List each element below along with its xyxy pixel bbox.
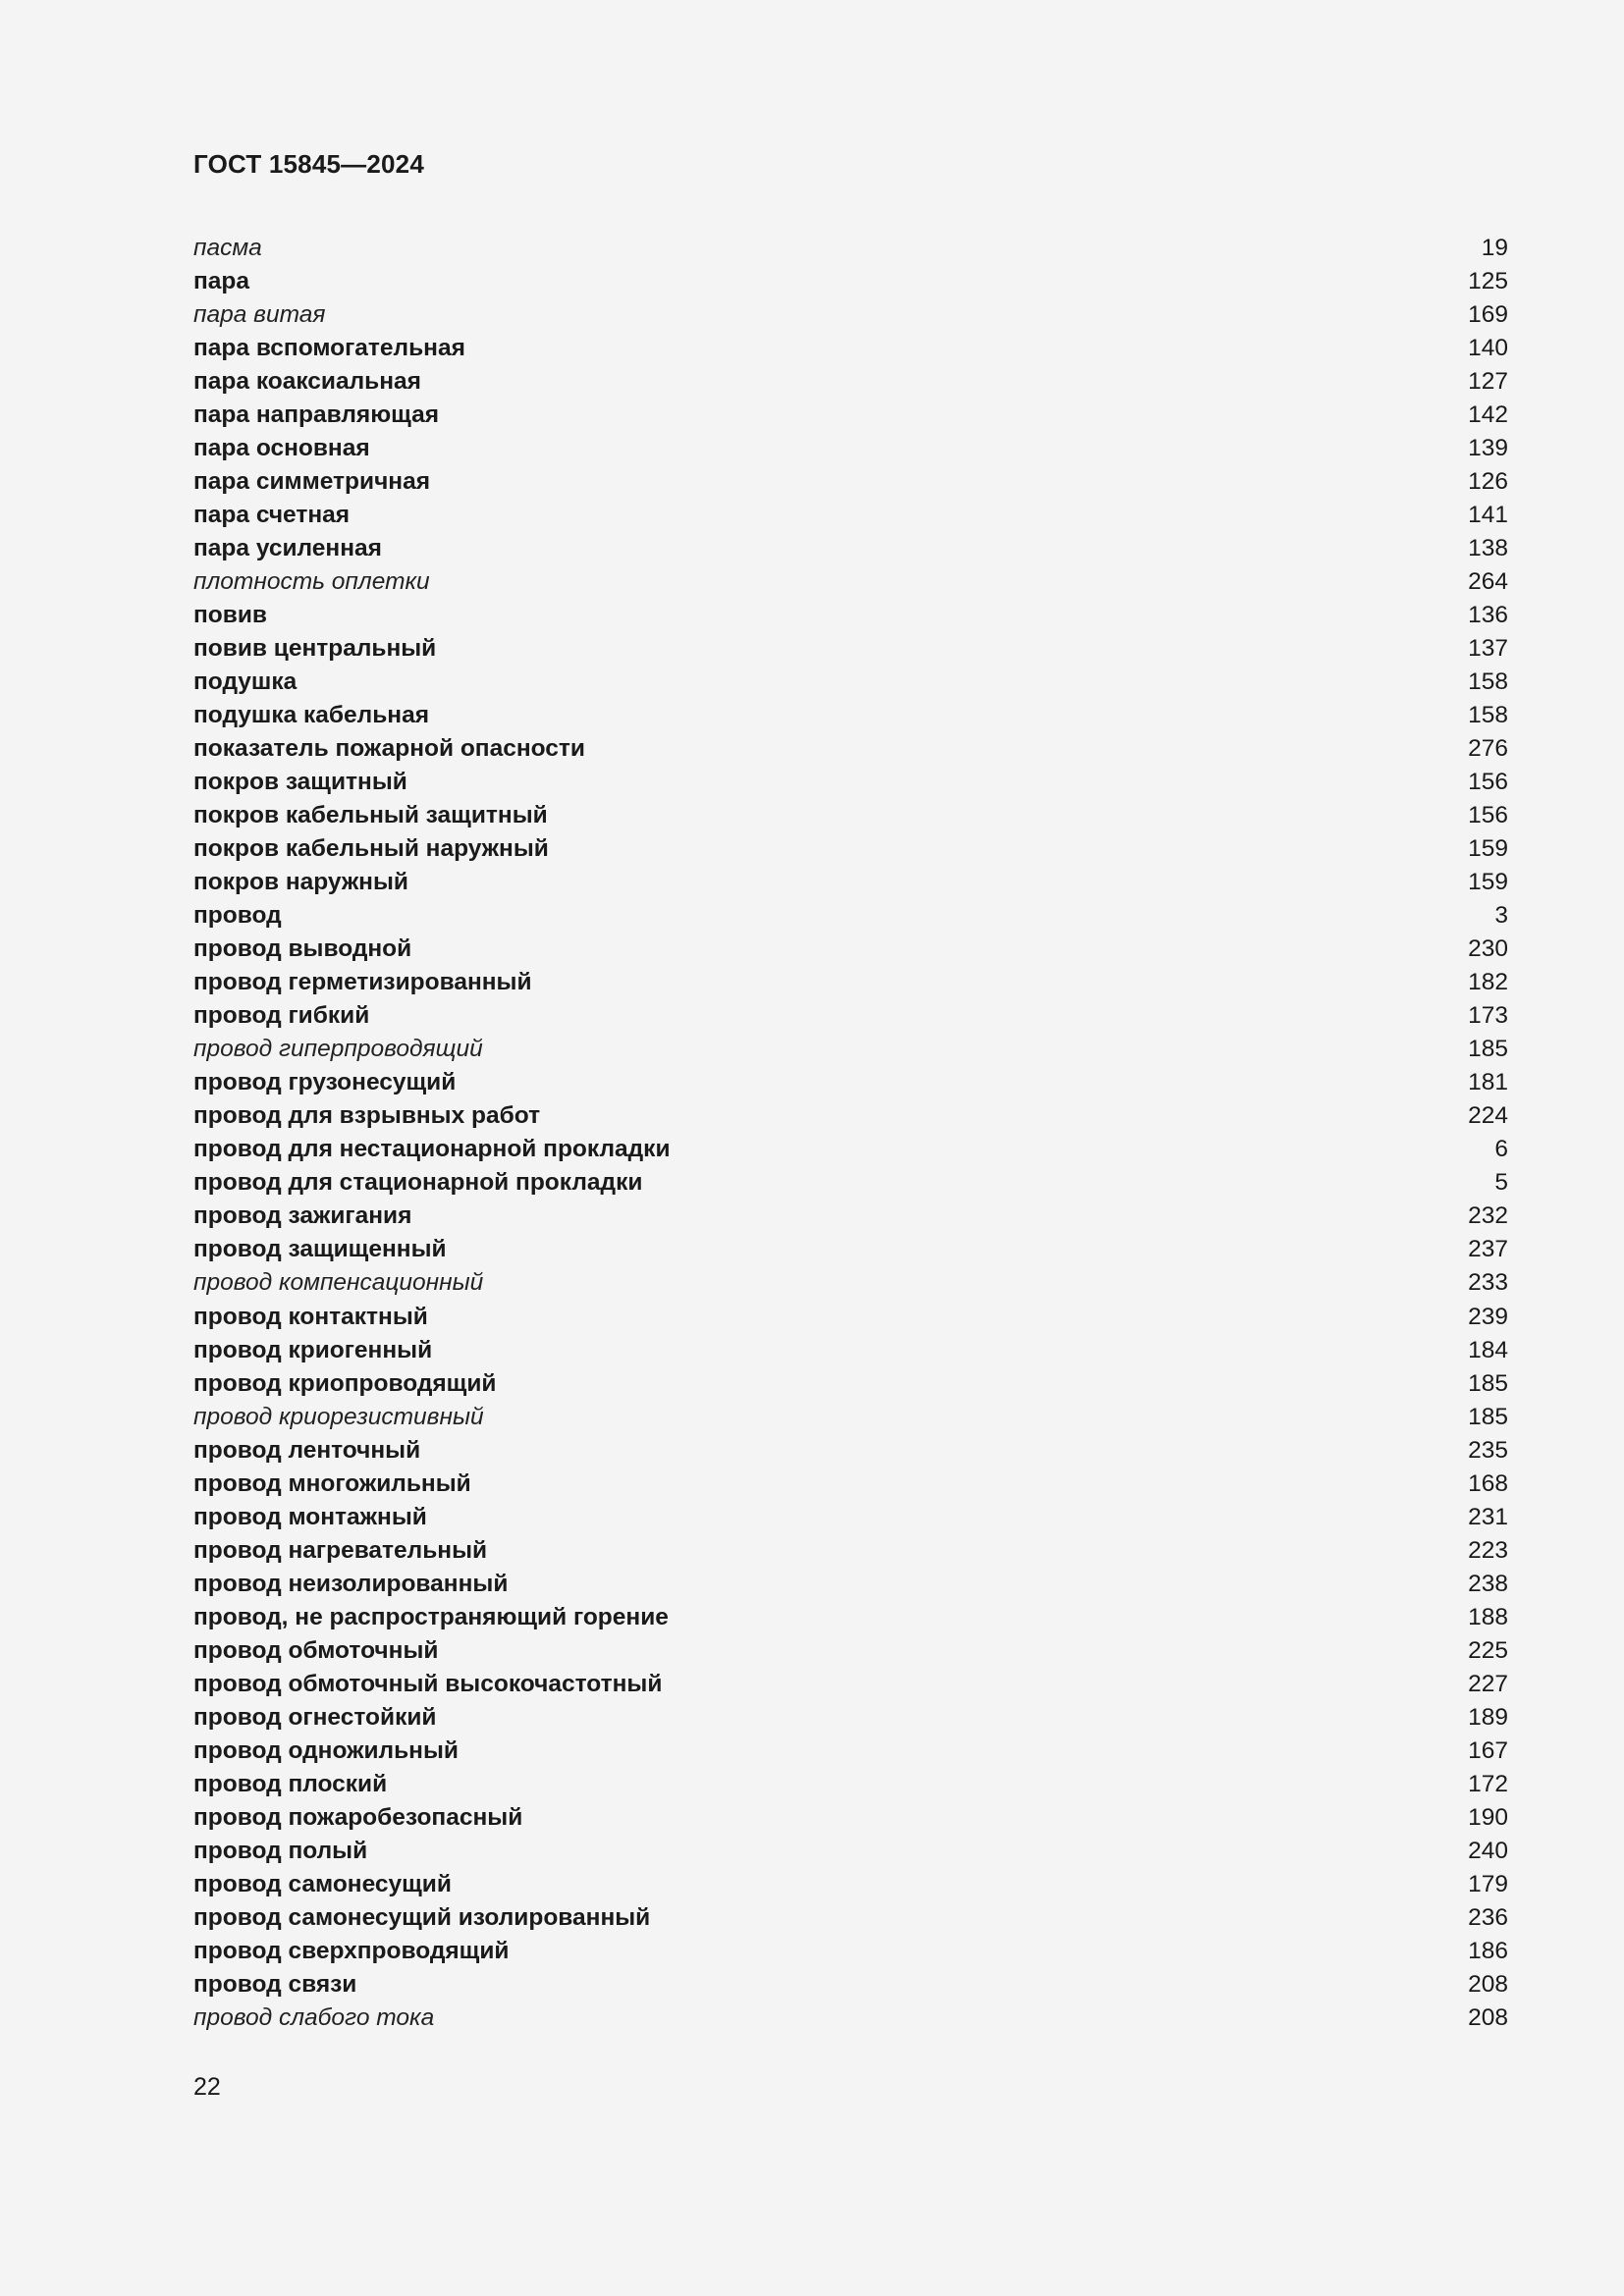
index-term-number: 227 bbox=[1468, 1670, 1508, 1697]
index-entry bbox=[193, 1468, 1508, 1501]
document-header: ГОСТ 15845—2024 bbox=[193, 149, 424, 179]
index-term: провод зажигания bbox=[193, 1202, 412, 1230]
index-entry bbox=[193, 365, 1508, 399]
index-term-number: 237 bbox=[1468, 1236, 1508, 1263]
index-term-number: 140 bbox=[1468, 335, 1508, 362]
index-term-number: 225 bbox=[1468, 1636, 1508, 1664]
index-term: пара вспомогательная bbox=[193, 335, 465, 362]
index-entry bbox=[193, 1768, 1508, 1801]
index-term-number: 208 bbox=[1468, 1970, 1508, 1998]
index-term: подушка bbox=[193, 668, 298, 696]
index-entry bbox=[193, 1367, 1508, 1401]
index-entry bbox=[193, 832, 1508, 866]
index-term: провод контактный bbox=[193, 1303, 428, 1330]
index-term: провод самонесущий bbox=[193, 1870, 452, 1897]
index-entry bbox=[193, 1334, 1508, 1367]
index-entry bbox=[193, 232, 1508, 265]
index-term: провод грузонесущий bbox=[193, 1069, 457, 1096]
index-term-number: 125 bbox=[1468, 268, 1508, 295]
index-term-number: 158 bbox=[1468, 668, 1508, 696]
index-term-number: 167 bbox=[1468, 1736, 1508, 1764]
index-entry bbox=[193, 1835, 1508, 1868]
index-entry bbox=[193, 1066, 1508, 1099]
index-term: провод плоский bbox=[193, 1770, 388, 1797]
index-term: покров наружный bbox=[193, 869, 408, 896]
index-term: провод защищенный bbox=[193, 1236, 447, 1263]
index-term-number: 264 bbox=[1468, 568, 1508, 596]
index-term-number: 189 bbox=[1468, 1703, 1508, 1731]
index-term-number: 137 bbox=[1468, 635, 1508, 663]
index-term: провод полый bbox=[193, 1837, 368, 1864]
index-term: провод связи bbox=[193, 1970, 357, 1998]
index-term: провод криогенный bbox=[193, 1336, 433, 1363]
index-entry bbox=[193, 1501, 1508, 1534]
index-term-number: 168 bbox=[1468, 1469, 1508, 1497]
index-term: пара симметричная bbox=[193, 468, 431, 496]
index-term-number: 233 bbox=[1468, 1269, 1508, 1297]
index-term-number: 156 bbox=[1468, 802, 1508, 829]
index-term: провод компенсационный bbox=[193, 1269, 484, 1297]
index-entry bbox=[193, 1901, 1508, 1935]
index-entry bbox=[193, 1668, 1508, 1701]
index-entry bbox=[193, 1033, 1508, 1066]
index-entry bbox=[193, 1601, 1508, 1634]
index-entry bbox=[193, 1701, 1508, 1735]
index-term: провод самонесущий изолированный bbox=[193, 1903, 651, 1931]
index-term-number: 185 bbox=[1468, 1036, 1508, 1063]
index-term-number: 208 bbox=[1468, 2003, 1508, 2031]
index-term-number: 231 bbox=[1468, 1503, 1508, 1530]
index-entry bbox=[193, 732, 1508, 766]
index-term-number: 172 bbox=[1468, 1770, 1508, 1797]
index-term-number: 184 bbox=[1468, 1336, 1508, 1363]
index-term-number: 3 bbox=[1494, 902, 1508, 930]
index-term: провод герметизированный bbox=[193, 969, 532, 996]
index-term-number: 127 bbox=[1468, 368, 1508, 396]
index-term-number: 185 bbox=[1468, 1369, 1508, 1397]
index-term: пасма bbox=[193, 235, 262, 261]
index-entry bbox=[193, 1534, 1508, 1568]
index-term-number: 223 bbox=[1468, 1536, 1508, 1564]
index-entry bbox=[193, 1801, 1508, 1835]
index-term-number: 139 bbox=[1468, 435, 1508, 462]
index-entry bbox=[193, 2002, 1508, 2035]
index-term-number: 239 bbox=[1468, 1303, 1508, 1330]
index-entry bbox=[193, 532, 1508, 565]
index-term-number: 5 bbox=[1494, 1169, 1508, 1197]
index-entry bbox=[193, 632, 1508, 666]
index-entry bbox=[193, 332, 1508, 365]
index-term: провод выводной bbox=[193, 935, 412, 963]
index-term-number: 182 bbox=[1468, 969, 1508, 996]
index-entry bbox=[193, 265, 1508, 298]
index-term: провод для нестационарной прокладки bbox=[193, 1136, 671, 1163]
page-number: 22 bbox=[193, 2073, 221, 2101]
index-entry bbox=[193, 1266, 1508, 1300]
index-entry bbox=[193, 966, 1508, 999]
index-term: провод криорезистивный bbox=[193, 1403, 484, 1430]
index-term: провод для взрывных работ bbox=[193, 1102, 541, 1130]
index-entry bbox=[193, 1935, 1508, 1968]
index-term: пара витая bbox=[193, 301, 326, 329]
index-term: провод монтажный bbox=[193, 1503, 427, 1530]
index-term-number: 238 bbox=[1468, 1570, 1508, 1597]
index-entry bbox=[193, 1166, 1508, 1200]
index-entry bbox=[193, 899, 1508, 933]
index-term-number: 232 bbox=[1468, 1202, 1508, 1230]
alphabetical-term-index bbox=[193, 232, 1508, 2035]
index-term: провод огнестойкий bbox=[193, 1703, 437, 1731]
index-entry bbox=[193, 399, 1508, 432]
index-term-number: 276 bbox=[1468, 735, 1508, 763]
index-term: провод обмоточный bbox=[193, 1636, 439, 1664]
index-term: повив bbox=[193, 602, 267, 629]
index-term-number: 236 bbox=[1468, 1903, 1508, 1931]
index-entry bbox=[193, 766, 1508, 799]
index-term-number: 240 bbox=[1468, 1837, 1508, 1864]
index-term: покров кабельный защитный bbox=[193, 802, 548, 829]
index-term-number: 181 bbox=[1468, 1069, 1508, 1096]
index-term: провод пожаробезопасный bbox=[193, 1803, 523, 1831]
index-entry bbox=[193, 565, 1508, 599]
index-term-number: 138 bbox=[1468, 535, 1508, 562]
index-term-number: 159 bbox=[1468, 869, 1508, 896]
index-entry bbox=[193, 1968, 1508, 2002]
index-entry bbox=[193, 699, 1508, 732]
index-term: пара коаксиальная bbox=[193, 368, 421, 396]
index-term-number: 190 bbox=[1468, 1803, 1508, 1831]
index-term: плотность оплетки bbox=[193, 568, 430, 596]
index-entry bbox=[193, 1099, 1508, 1133]
index-term-number: 235 bbox=[1468, 1436, 1508, 1464]
index-term: провод криопроводящий bbox=[193, 1369, 497, 1397]
index-entry bbox=[193, 432, 1508, 465]
index-entry bbox=[193, 499, 1508, 532]
index-entry bbox=[193, 1868, 1508, 1901]
index-term: пара направляющая bbox=[193, 401, 440, 429]
index-entry bbox=[193, 799, 1508, 832]
index-entry bbox=[193, 1634, 1508, 1668]
index-term-number: 188 bbox=[1468, 1603, 1508, 1630]
index-term: провод многожильный bbox=[193, 1469, 471, 1497]
index-term: подушка кабельная bbox=[193, 702, 430, 729]
index-entry bbox=[193, 1200, 1508, 1233]
index-entry bbox=[193, 866, 1508, 899]
index-term: покров защитный bbox=[193, 769, 407, 796]
index-term: провод нагревательный bbox=[193, 1536, 488, 1564]
index-term: провод неизолированный bbox=[193, 1570, 509, 1597]
index-term: провод одножильный bbox=[193, 1736, 459, 1764]
index-term: провод, не распространяющий горение bbox=[193, 1603, 669, 1630]
index-term: провод ленточный bbox=[193, 1436, 421, 1464]
index-entry bbox=[193, 1133, 1508, 1166]
index-entry bbox=[193, 666, 1508, 699]
index-term-number: 224 bbox=[1468, 1102, 1508, 1130]
index-term-number: 158 bbox=[1468, 702, 1508, 729]
index-term-number: 19 bbox=[1481, 235, 1508, 261]
index-entry bbox=[193, 1301, 1508, 1334]
index-term: пара счетная bbox=[193, 502, 351, 529]
index-term: повив центральный bbox=[193, 635, 437, 663]
index-entry bbox=[193, 933, 1508, 966]
index-term: провод для стационарной прокладки bbox=[193, 1169, 643, 1197]
index-entry bbox=[193, 1568, 1508, 1601]
index-term-number: 6 bbox=[1494, 1136, 1508, 1163]
index-entry bbox=[193, 1735, 1508, 1768]
index-term-number: 141 bbox=[1468, 502, 1508, 529]
index-term-number: 126 bbox=[1468, 468, 1508, 496]
index-entry bbox=[193, 599, 1508, 632]
index-term-number: 159 bbox=[1468, 835, 1508, 863]
index-entry bbox=[193, 1233, 1508, 1266]
index-term: показатель пожарной опасности bbox=[193, 735, 585, 763]
index-term: провод слабого тока bbox=[193, 2003, 435, 2031]
index-term: провод гибкий bbox=[193, 1002, 370, 1030]
index-entry bbox=[193, 1401, 1508, 1434]
index-term: покров кабельный наружный bbox=[193, 835, 549, 863]
index-term-number: 173 bbox=[1468, 1002, 1508, 1030]
index-term-number: 142 bbox=[1468, 401, 1508, 429]
index-term: пара bbox=[193, 268, 250, 295]
index-term: провод bbox=[193, 902, 282, 930]
index-entry bbox=[193, 465, 1508, 499]
index-term-number: 185 bbox=[1468, 1403, 1508, 1430]
index-term-number: 156 bbox=[1468, 769, 1508, 796]
index-term: провод обмоточный высокочастотный bbox=[193, 1670, 663, 1697]
index-term: пара основная bbox=[193, 435, 370, 462]
index-term: пара усиленная bbox=[193, 535, 382, 562]
index-term-number: 136 bbox=[1468, 602, 1508, 629]
index-term-number: 186 bbox=[1468, 1937, 1508, 1964]
index-term-number: 169 bbox=[1468, 301, 1508, 329]
index-entry bbox=[193, 999, 1508, 1033]
index-term: провод гиперпроводящий bbox=[193, 1036, 483, 1063]
index-term-number: 230 bbox=[1468, 935, 1508, 963]
index-term: провод сверхпроводящий bbox=[193, 1937, 510, 1964]
index-entry bbox=[193, 1434, 1508, 1468]
index-term-number: 179 bbox=[1468, 1870, 1508, 1897]
index-entry bbox=[193, 298, 1508, 332]
